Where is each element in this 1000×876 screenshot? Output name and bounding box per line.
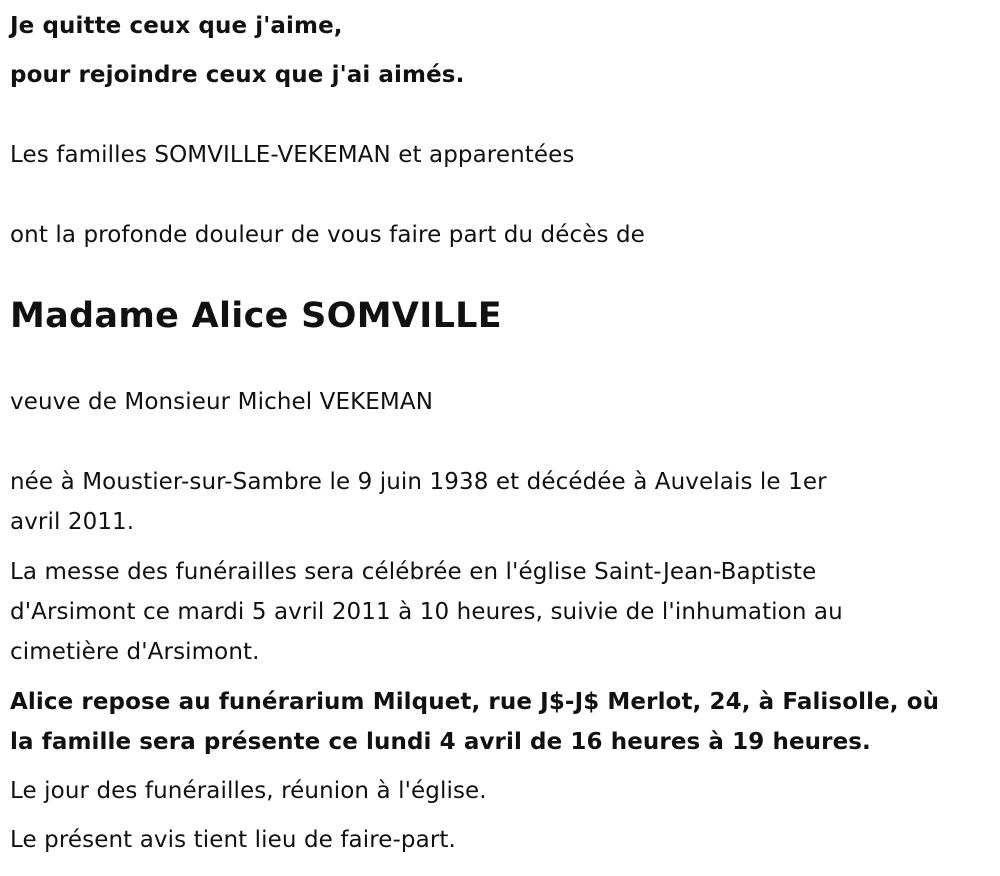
announcement-line: ont la profonde douleur de vous faire part du décès de <box>10 222 645 248</box>
funerarium-paragraph <box>10 682 939 762</box>
funeral-mass-line-3: cimetière d'Arsimont. <box>10 639 260 665</box>
deceased-name: Madame Alice SOMVILLE <box>10 296 502 336</box>
birth-death-paragraph <box>10 462 827 542</box>
birth-death-line-1: née à Moustier-sur-Sambre le 9 juin 1938 et décédée à Auvelais le 1er <box>10 469 827 495</box>
meeting-line: Le jour des funérailles, réunion à l'église. <box>10 778 487 804</box>
funerarium-line-2: la famille sera présente ce lundi 4 avril de 16 heures à 19 heures. <box>10 729 871 755</box>
quote-line-1: Je quitte ceux que j'aime, <box>10 13 343 39</box>
families-line: Les familles SOMVILLE-VEKEMAN et apparentées <box>10 142 575 168</box>
birth-death-line-2: avril 2011. <box>10 509 135 535</box>
funeral-mass-line-1: La messe des funérailles sera célébrée en l'église Saint-Jean-Baptiste <box>10 559 817 585</box>
funeral-mass-paragraph <box>10 552 843 672</box>
quote-line-2: pour rejoindre ceux que j'ai aimés. <box>10 62 465 88</box>
notice-line: Le présent avis tient lieu de faire-part. <box>10 827 456 853</box>
widow-of-line: veuve de Monsieur Michel VEKEMAN <box>10 389 434 415</box>
funeral-mass-line-2: d'Arsimont ce mardi 5 avril 2011 à 10 heures, suivie de l'inhumation au <box>10 599 843 625</box>
funerarium-line-1: Alice repose au funérarium Milquet, rue J$-J$ Merlot, 24, à Falisolle, où <box>10 689 940 715</box>
